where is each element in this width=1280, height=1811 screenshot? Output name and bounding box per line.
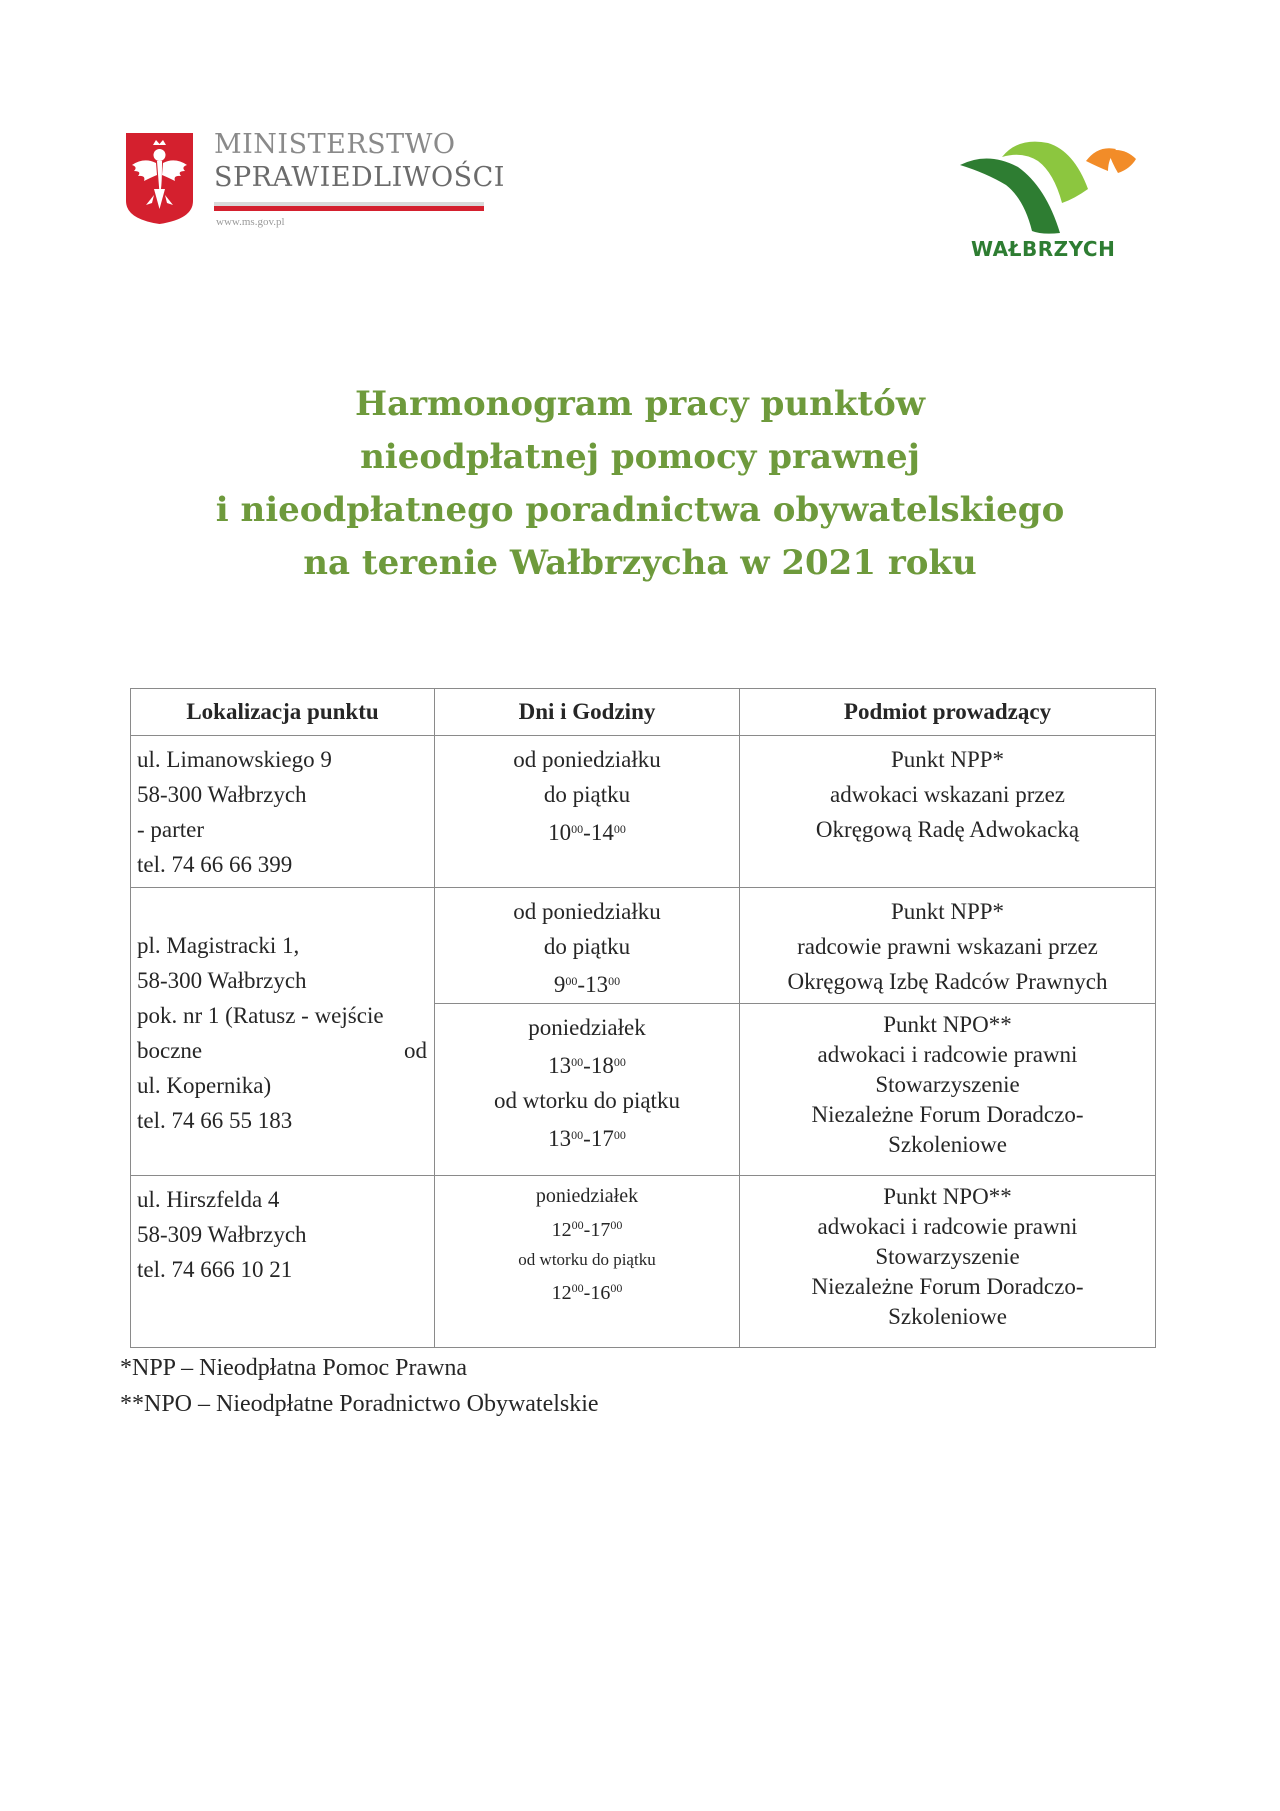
hours-cell bbox=[435, 1176, 740, 1348]
hours-cell bbox=[435, 1004, 740, 1176]
operator-cell bbox=[740, 1176, 1156, 1348]
ministry-name-line1: MINISTERSTWO bbox=[214, 129, 456, 160]
time-to: 17 bbox=[590, 1219, 611, 1241]
time-to: 14 bbox=[590, 820, 614, 845]
city-logo bbox=[958, 137, 1148, 262]
time-from: 12 bbox=[551, 1219, 572, 1241]
ministry-logo bbox=[124, 128, 505, 238]
table-row bbox=[131, 888, 1156, 1004]
hours-cell bbox=[435, 736, 740, 888]
table-row bbox=[131, 736, 1156, 888]
minutes: 00 bbox=[613, 1128, 626, 1142]
walbrzych-logo-mark-icon bbox=[958, 137, 1148, 237]
operator-line: adwokaci i radcowie prawni bbox=[817, 1042, 1078, 1067]
time-to: 18 bbox=[590, 1053, 614, 1078]
time-from: 9 bbox=[553, 972, 566, 997]
location-line: 58-309 Wałbrzych bbox=[137, 1222, 307, 1247]
time-from: 13 bbox=[548, 1053, 572, 1078]
operator-line: adwokaci wskazani przez bbox=[830, 782, 1065, 807]
location-word: od bbox=[404, 1037, 427, 1063]
footnotes bbox=[120, 1350, 599, 1422]
location-cell bbox=[131, 888, 435, 1176]
location-word: boczne bbox=[137, 1037, 203, 1063]
time-from: 10 bbox=[548, 820, 572, 845]
time-range: $12^{00}-17^{00}$ bbox=[551, 1218, 623, 1241]
minutes: 00 bbox=[571, 1128, 584, 1142]
days-line: poniedziałek bbox=[535, 1185, 639, 1207]
minutes: 00 bbox=[571, 1218, 584, 1232]
schedule-table bbox=[130, 688, 1156, 1348]
time-range: $12^{00}-16^{00}$ bbox=[551, 1281, 623, 1304]
days-line: od wtorku do piątku bbox=[518, 1250, 656, 1269]
location-line: ul. Kopernika) bbox=[137, 1072, 272, 1098]
ministry-flag-stripes bbox=[214, 202, 484, 212]
location-line: 58-300 Wałbrzych bbox=[137, 967, 307, 993]
header-location: Lokalizacja punktu bbox=[131, 689, 435, 736]
time-range: $10^{00}-14^{00}$ bbox=[548, 820, 626, 845]
time-range: $9^{00}-13^{00}$ bbox=[553, 972, 621, 997]
footnote-npp: *NPP – Nieodpłatna Pomoc Prawna bbox=[120, 1355, 468, 1381]
operator-line: radcowie prawni wskazani przez bbox=[797, 934, 1098, 959]
location-line: ul. Limanowskiego 9 bbox=[137, 747, 332, 772]
operator-line: Stowarzyszenie bbox=[875, 1072, 1020, 1097]
location-phone: tel. 74 66 66 399 bbox=[137, 852, 293, 877]
days-line: od poniedziałku bbox=[513, 899, 661, 924]
header-hours: Dni i Godziny bbox=[435, 689, 740, 736]
city-name: WAŁBRZYCH bbox=[971, 237, 1116, 261]
time-to: 13 bbox=[585, 972, 609, 997]
operator-line: Okręgową Izbę Radców Prawnych bbox=[787, 969, 1108, 994]
days-line: od wtorku do piątku bbox=[494, 1088, 680, 1113]
title-line-2: nieodpłatnej pomocy prawnej bbox=[360, 437, 920, 477]
operator-line: Punkt NPP* bbox=[890, 899, 1005, 924]
time-to: 16 bbox=[590, 1282, 611, 1304]
title-line-4: na terenie Wałbrzycha w 2021 roku bbox=[303, 543, 977, 583]
ministry-name-line2: SPRAWIEDLIWOŚCI bbox=[214, 162, 505, 193]
days-line: od poniedziałku bbox=[513, 747, 661, 772]
operator-line: Punkt NPP* bbox=[890, 747, 1005, 772]
location-cell bbox=[131, 1176, 435, 1348]
hours-cell bbox=[435, 888, 740, 1004]
location-line: 58-300 Wałbrzych bbox=[137, 782, 307, 807]
minutes: 00 bbox=[565, 974, 578, 988]
location-line: - parter bbox=[137, 817, 205, 842]
time-from: 12 bbox=[551, 1282, 572, 1304]
location-line: pok. nr 1 (Ratusz - wejście bbox=[137, 1002, 384, 1028]
minutes: 00 bbox=[613, 822, 626, 836]
location-phone: tel. 74 66 55 183 bbox=[137, 1107, 293, 1133]
operator-line: Szkoleniowe bbox=[888, 1304, 1007, 1329]
operator-line: Niezależne Forum Doradczo- bbox=[811, 1102, 1084, 1127]
ministry-url: www.ms.gov.pl bbox=[216, 216, 285, 228]
table-row bbox=[131, 1176, 1156, 1348]
minutes: 00 bbox=[608, 974, 621, 988]
operator-line: Punkt NPO** bbox=[883, 1184, 1012, 1209]
title-line-1: Harmonogram pracy punktów bbox=[354, 384, 926, 424]
operator-line: Niezależne Forum Doradczo- bbox=[811, 1274, 1084, 1299]
days-line: do piątku bbox=[543, 934, 631, 959]
location-line bbox=[137, 1033, 429, 1068]
operator-line: Okręgową Radę Adwokacką bbox=[815, 817, 1080, 842]
document-title bbox=[0, 378, 1280, 590]
table-header-row bbox=[131, 689, 1156, 736]
location-line: ul. Hirszfelda 4 bbox=[137, 1187, 280, 1212]
polish-eagle-emblem-icon bbox=[124, 131, 195, 226]
minutes: 00 bbox=[571, 822, 584, 836]
minutes: 00 bbox=[610, 1218, 623, 1232]
time-range: $13^{00}-17^{00}$ bbox=[548, 1126, 626, 1151]
days-line: do piątku bbox=[543, 782, 631, 807]
operator-line: Punkt NPO** bbox=[883, 1012, 1012, 1037]
header-operator: Podmiot prowadzący bbox=[740, 689, 1156, 736]
title-line-3: i nieodpłatnego poradnictwa obywatelskiego bbox=[215, 490, 1065, 530]
minutes: 00 bbox=[613, 1055, 626, 1069]
footnote-npo: **NPO – Nieodpłatne Poradnictwo Obywatelskie bbox=[120, 1391, 599, 1417]
operator-cell bbox=[740, 736, 1156, 888]
operator-line: Szkoleniowe bbox=[888, 1132, 1007, 1157]
location-phone: tel. 74 666 10 21 bbox=[137, 1257, 293, 1282]
minutes: 00 bbox=[610, 1281, 623, 1295]
operator-line: Stowarzyszenie bbox=[875, 1244, 1020, 1269]
location-line: pl. Magistracki 1, bbox=[137, 932, 300, 958]
operator-cell bbox=[740, 1004, 1156, 1176]
operator-cell bbox=[740, 888, 1156, 1004]
days-line: poniedziałek bbox=[528, 1015, 646, 1040]
minutes: 00 bbox=[571, 1055, 584, 1069]
time-range: $13^{00}-18^{00}$ bbox=[548, 1053, 626, 1078]
operator-line: adwokaci i radcowie prawni bbox=[817, 1214, 1078, 1239]
location-cell bbox=[131, 736, 435, 888]
time-from: 13 bbox=[548, 1126, 572, 1151]
time-to: 17 bbox=[590, 1126, 614, 1151]
minutes: 00 bbox=[571, 1281, 584, 1295]
